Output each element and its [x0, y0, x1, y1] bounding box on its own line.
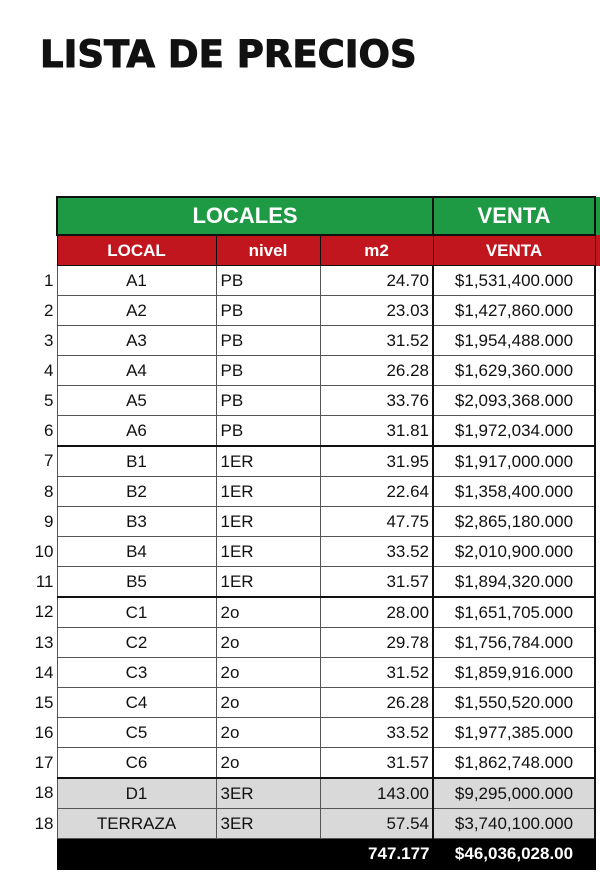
cell-m2[interactable]: 31.81 — [320, 416, 433, 447]
cell-nivel[interactable]: 1ER — [216, 567, 320, 598]
table-row — [0, 356, 600, 386]
cell-local[interactable]: A1 — [57, 266, 216, 296]
row-number[interactable]: 4 — [44, 360, 54, 380]
table-row — [0, 597, 600, 628]
row-number[interactable]: 15 — [34, 692, 54, 712]
cell-venta[interactable]: $1,862,748.000 — [433, 748, 595, 779]
column-header-venta: VENTA — [433, 235, 595, 266]
group-header-row — [0, 197, 600, 235]
price-table — [0, 196, 600, 870]
cell-venta[interactable]: $1,756,784.000 — [433, 628, 595, 658]
cell-m2[interactable]: 31.57 — [320, 748, 433, 779]
cell-nivel[interactable]: 1ER — [216, 537, 320, 567]
cell-m2[interactable]: 31.52 — [320, 658, 433, 688]
cell-local[interactable]: A2 — [57, 296, 216, 326]
row-number[interactable]: 9 — [44, 511, 54, 531]
cell-m2[interactable]: 33.76 — [320, 386, 433, 416]
cell-local[interactable]: A3 — [57, 326, 216, 356]
cell-m2[interactable]: 143.00 — [320, 778, 433, 809]
cell-local[interactable]: D1 — [57, 778, 216, 809]
row-number[interactable]: 17 — [34, 752, 54, 772]
cell-venta[interactable]: $1,954,488.000 — [433, 326, 595, 356]
row-number[interactable]: 10 — [34, 541, 54, 561]
cell-m2[interactable]: 47.75 — [320, 507, 433, 537]
cell-nivel[interactable]: 3ER — [216, 809, 320, 839]
cell-venta[interactable]: $1,358,400.000 — [433, 477, 595, 507]
table-row — [0, 778, 600, 809]
cell-venta[interactable]: $2,093,368.000 — [433, 386, 595, 416]
cell-venta[interactable]: $1,977,385.000 — [433, 718, 595, 748]
cell-local[interactable]: C3 — [57, 658, 216, 688]
cell-nivel[interactable]: 2o — [216, 628, 320, 658]
cell-local[interactable]: B5 — [57, 567, 216, 598]
table-row — [0, 688, 600, 718]
table-row — [0, 537, 600, 567]
row-number[interactable]: 6 — [44, 420, 54, 440]
cell-venta[interactable]: $1,629,360.000 — [433, 356, 595, 386]
cell-nivel[interactable]: 2o — [216, 718, 320, 748]
row-number[interactable]: 12 — [34, 602, 54, 622]
cell-m2[interactable]: 31.95 — [320, 446, 433, 477]
cell-local[interactable]: A5 — [57, 386, 216, 416]
cell-nivel[interactable]: PB — [216, 386, 320, 416]
table-row — [0, 658, 600, 688]
column-header-row — [0, 235, 600, 266]
cell-venta[interactable]: $1,859,916.000 — [433, 658, 595, 688]
cell-local[interactable]: B4 — [57, 537, 216, 567]
row-number[interactable]: 5 — [44, 390, 54, 410]
cell-m2[interactable]: 33.52 — [320, 537, 433, 567]
cell-nivel[interactable]: 3ER — [216, 778, 320, 809]
cell-nivel[interactable]: PB — [216, 416, 320, 447]
cell-venta[interactable]: $1,550,520.000 — [433, 688, 595, 718]
row-number[interactable]: 1 — [44, 270, 54, 290]
cell-nivel[interactable]: PB — [216, 356, 320, 386]
table-row — [0, 446, 600, 477]
cell-nivel[interactable]: 1ER — [216, 446, 320, 477]
cell-local[interactable]: C1 — [57, 597, 216, 628]
cell-nivel[interactable]: PB — [216, 326, 320, 356]
row-number[interactable]: 13 — [34, 632, 54, 652]
cell-m2[interactable]: 31.52 — [320, 326, 433, 356]
column-header-local: LOCAL — [57, 235, 216, 266]
cell-venta[interactable]: $2,010,900.000 — [433, 537, 595, 567]
cell-m2[interactable]: 26.28 — [320, 356, 433, 386]
row-number[interactable]: 18 — [34, 813, 54, 833]
table-row — [0, 326, 600, 356]
table-row — [0, 507, 600, 537]
cell-local[interactable]: C5 — [57, 718, 216, 748]
cell-venta[interactable]: $2,865,180.000 — [433, 507, 595, 537]
cell-venta[interactable]: $1,651,705.000 — [433, 597, 595, 628]
cell-nivel[interactable]: 2o — [216, 597, 320, 628]
row-number[interactable]: 3 — [44, 330, 54, 350]
row-number[interactable]: 14 — [34, 662, 54, 682]
group-header-locales: LOCALES — [57, 197, 433, 235]
table-row — [0, 628, 600, 658]
cell-m2[interactable]: 57.54 — [320, 809, 433, 839]
table-row — [0, 386, 600, 416]
cell-local[interactable]: B1 — [57, 446, 216, 477]
table-row — [0, 266, 600, 296]
table-body — [0, 266, 600, 839]
cell-local[interactable]: B2 — [57, 477, 216, 507]
cell-nivel[interactable]: PB — [216, 266, 320, 296]
table-row — [0, 567, 600, 598]
page-title: LISTA DE PRECIOS — [40, 33, 417, 76]
cell-venta[interactable]: $1,894,320.000 — [433, 567, 595, 598]
row-number[interactable]: 7 — [44, 451, 54, 471]
cell-local[interactable]: C2 — [57, 628, 216, 658]
row-number[interactable]: 2 — [44, 300, 54, 320]
table-row — [0, 748, 600, 779]
cell-nivel[interactable]: 1ER — [216, 507, 320, 537]
table-row — [0, 296, 600, 326]
cell-m2[interactable]: 28.00 — [320, 597, 433, 628]
price-list-sheet — [0, 196, 600, 870]
column-header-nivel: nivel — [216, 235, 320, 266]
cell-venta[interactable]: $1,972,034.000 — [433, 416, 595, 447]
column-header-m2: m2 — [320, 235, 433, 266]
cell-local[interactable]: C6 — [57, 748, 216, 779]
table-row — [0, 809, 600, 839]
cell-m2[interactable]: 23.03 — [320, 296, 433, 326]
row-number[interactable]: 18 — [34, 783, 54, 803]
total-m2: 747.177 — [320, 839, 433, 870]
group-header-venta: VENTA — [433, 197, 595, 235]
cell-local[interactable]: B3 — [57, 507, 216, 537]
cell-venta[interactable]: $1,427,860.000 — [433, 296, 595, 326]
cell-nivel[interactable]: 2o — [216, 748, 320, 779]
cell-local[interactable]: A4 — [57, 356, 216, 386]
total-venta: $46,036,028.00 — [433, 839, 595, 870]
cell-nivel[interactable]: PB — [216, 296, 320, 326]
cell-venta[interactable]: $3,740,100.000 — [433, 809, 595, 839]
cell-venta[interactable]: $1,531,400.000 — [433, 266, 595, 296]
totals-row — [0, 839, 600, 870]
cell-nivel[interactable]: 2o — [216, 658, 320, 688]
cell-venta[interactable]: $1,917,000.000 — [433, 446, 595, 477]
cell-local[interactable]: TERRAZA — [57, 809, 216, 839]
row-number[interactable]: 11 — [35, 571, 54, 591]
row-number[interactable]: 16 — [34, 722, 54, 742]
cell-local[interactable]: A6 — [57, 416, 216, 447]
cell-m2[interactable]: 33.52 — [320, 718, 433, 748]
table-row — [0, 416, 600, 447]
cell-m2[interactable]: 29.78 — [320, 628, 433, 658]
cell-local[interactable]: C4 — [57, 688, 216, 718]
cell-nivel[interactable]: 2o — [216, 688, 320, 718]
table-row — [0, 718, 600, 748]
cell-m2[interactable]: 24.70 — [320, 266, 433, 296]
cell-m2[interactable]: 26.28 — [320, 688, 433, 718]
cell-nivel[interactable]: 1ER — [216, 477, 320, 507]
cell-venta[interactable]: $9,295,000.000 — [433, 778, 595, 809]
cell-m2[interactable]: 31.57 — [320, 567, 433, 598]
table-row — [0, 477, 600, 507]
row-number[interactable]: 8 — [44, 481, 54, 501]
cell-m2[interactable]: 22.64 — [320, 477, 433, 507]
